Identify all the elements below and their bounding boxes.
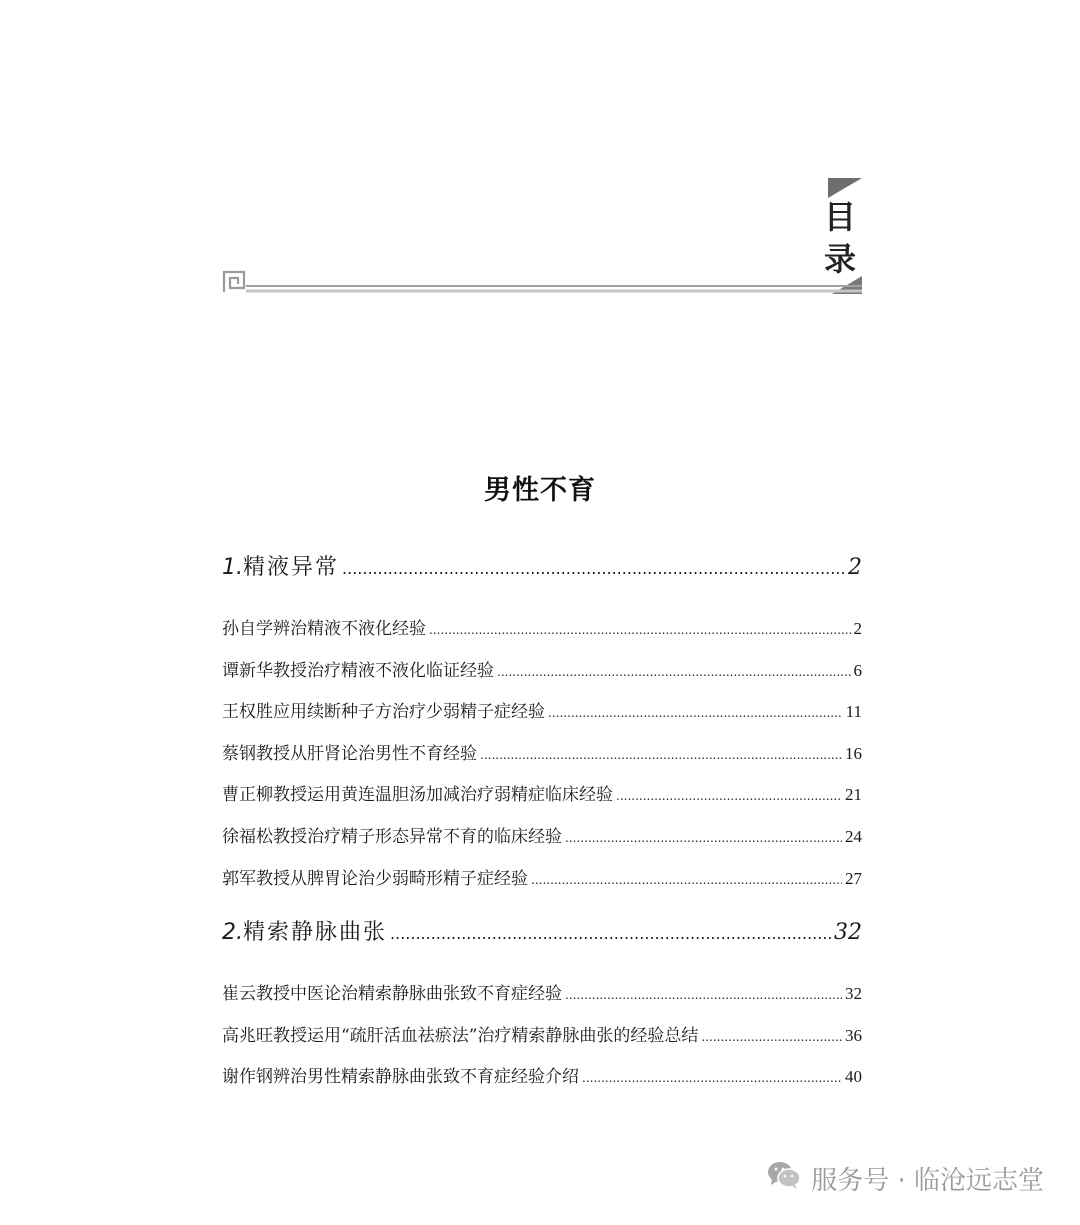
- chapter-title: 精液异常: [243, 555, 340, 580]
- toc-entry[interactable]: [222, 614, 862, 656]
- toc-entry[interactable]: [222, 1062, 862, 1104]
- dot-leader: [582, 1071, 842, 1085]
- entry-title: 谭新华教授治疗精液不液化临证经验: [222, 660, 494, 681]
- entry-page: 27: [845, 868, 862, 888]
- chapter-title: 精索静脉曲张: [243, 920, 388, 946]
- toc-banner-ornament: [222, 176, 866, 296]
- dot-leader: [701, 1030, 842, 1044]
- dot-leader: [565, 988, 842, 1002]
- entry-page: 24: [845, 826, 862, 846]
- dot-leader: [531, 873, 842, 887]
- toc-entry[interactable]: [222, 822, 862, 864]
- entry-page: 16: [845, 743, 862, 763]
- chapter-number: 2.: [222, 920, 243, 946]
- entry-page: 32: [845, 984, 862, 1004]
- chapter-number: 1.: [222, 555, 243, 580]
- entry-page: 40: [845, 1067, 862, 1087]
- toc-entry[interactable]: [222, 697, 862, 739]
- toc-list: [222, 550, 862, 1104]
- dot-leader: [616, 789, 842, 803]
- toc-entry[interactable]: [222, 864, 862, 906]
- dot-leader: [565, 831, 842, 845]
- dot-leader: [497, 665, 851, 679]
- entry-title: 高兆旺教授运用“疏肝活血祛瘀法”治疗精索静脉曲张的经验总结: [222, 1025, 699, 1046]
- entry-title: 蔡钢教授从肝肾论治男性不育经验: [222, 743, 477, 764]
- entry-title: 曹正柳教授运用黄连温胆汤加减治疗弱精症临床经验: [222, 785, 613, 806]
- chapter-heading[interactable]: [222, 550, 862, 596]
- toc-entry[interactable]: [222, 739, 862, 781]
- toc-entry[interactable]: [222, 780, 862, 822]
- chapter-heading[interactable]: [222, 915, 862, 961]
- dot-leader: [548, 706, 843, 720]
- dot-leader: [429, 623, 851, 637]
- entry-page: 6: [853, 660, 862, 680]
- toc-heading-char-1: 目: [823, 198, 856, 236]
- dot-leader: [342, 559, 845, 578]
- watermark: [767, 1160, 1044, 1197]
- toc-entry[interactable]: [222, 1021, 862, 1063]
- dot-leader: [480, 748, 842, 762]
- toc-entry[interactable]: [222, 656, 862, 698]
- entry-title: 崔云教授中医论治精索静脉曲张致不育症经验: [222, 984, 562, 1005]
- entry-page: 21: [845, 785, 862, 805]
- entry-page: 2: [853, 619, 862, 638]
- dot-leader: [390, 924, 831, 943]
- entry-page: 11: [845, 702, 862, 722]
- toc-entry[interactable]: [222, 979, 862, 1021]
- toc-heading: [820, 196, 860, 280]
- chapter-page: 32: [834, 920, 862, 946]
- entry-page: 36: [845, 1025, 862, 1045]
- section-title: 男性不育: [484, 475, 596, 506]
- watermark-text: 服务号 · 临沧远志堂: [811, 1166, 1044, 1196]
- entry-title: 王权胜应用续断种子方治疗少弱精子症经验: [222, 702, 545, 723]
- wechat-icon: [767, 1160, 801, 1197]
- entry-title: 徐福松教授治疗精子形态异常不育的临床经验: [222, 826, 562, 847]
- entry-title: 郭军教授从脾胃论治少弱畸形精子症经验: [222, 868, 528, 889]
- chapter-page: 2: [848, 555, 862, 580]
- entry-title: 孙自学辨治精液不液化经验: [222, 619, 426, 639]
- toc-header-banner: [222, 176, 866, 296]
- entry-title: 谢作钢辨治男性精索静脉曲张致不育症经验介绍: [222, 1067, 579, 1088]
- toc-heading-char-2: 录: [823, 240, 856, 278]
